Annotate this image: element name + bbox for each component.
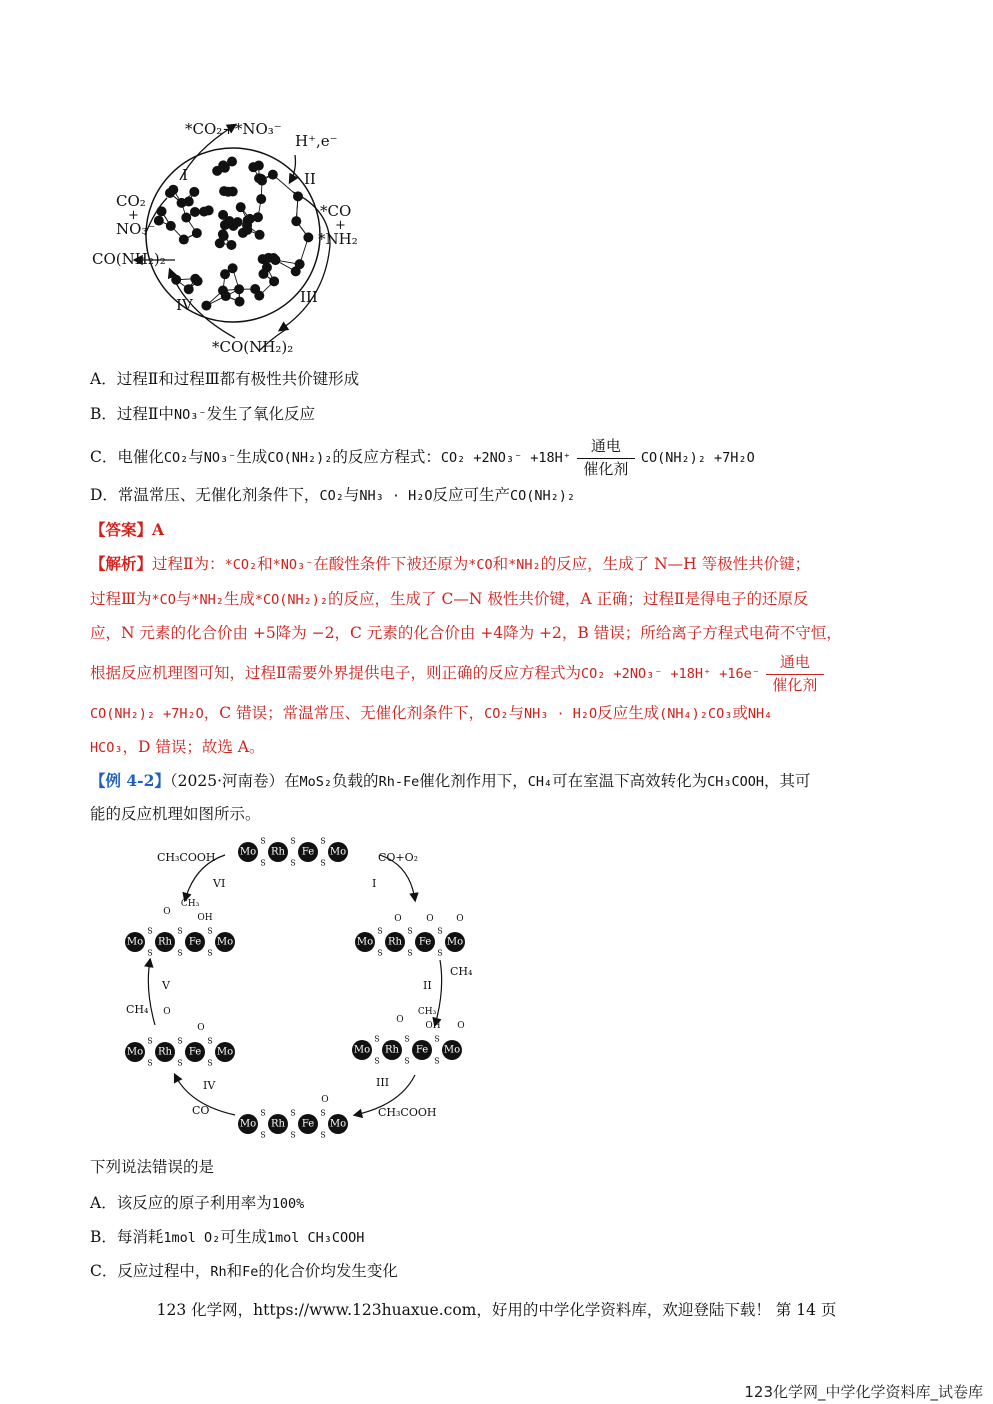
unit-left-1-atom-label: Fe <box>188 936 202 948</box>
example-l1-c: 负载的 <box>332 772 379 790</box>
analysis-l6-b: ，D 错误；故选 A。 <box>122 738 265 756</box>
example-l1-i: ，其可 <box>764 772 811 790</box>
answer-line <box>90 519 164 541</box>
unit-bottom-atom-label: Rh <box>271 1118 285 1130</box>
unit-left-2-s-label: S <box>207 1036 213 1046</box>
unit-top-s-label: S <box>320 836 326 846</box>
analysis-l1-d: *NO₃⁻ <box>272 557 314 573</box>
network-node <box>242 225 252 235</box>
network-node <box>189 187 199 197</box>
unit-left-2-atom-label: Mo <box>216 1046 234 1058</box>
unit-left-2-atom-label: Mo <box>126 1046 144 1058</box>
q1-option-a <box>90 368 359 390</box>
example-l1-h: CH₃COOH <box>707 774 765 790</box>
o-label: O <box>321 1095 329 1105</box>
fig1-plus-left: + <box>128 208 139 223</box>
network-node <box>192 228 202 238</box>
network-node <box>226 240 236 250</box>
fig2-ch4-left: CH₄ <box>126 1003 149 1016</box>
unit-bottom-s-label: S <box>320 1108 326 1118</box>
unit-left-2-s-label: S <box>177 1058 183 1068</box>
unit-top-atom-label: Mo <box>239 846 257 858</box>
analysis-l1-b: *CO₂ <box>224 557 258 573</box>
q2-c-b: Fe <box>242 1264 259 1280</box>
analysis-label: 【解析】 <box>90 554 153 573</box>
q2-b-pre: B．每消耗 <box>90 1228 164 1246</box>
network-node <box>168 185 178 195</box>
q1-c-pre: C．电催化 <box>90 448 164 466</box>
unit-right-2-s-label: S <box>434 1034 440 1044</box>
network-node <box>264 253 274 263</box>
analysis-l2-d: *NH₂ <box>191 592 224 608</box>
network-node <box>234 284 244 294</box>
fig1-top-label: *CO₂+*NO₃⁻ <box>185 120 282 138</box>
unit-top-s-label: S <box>290 836 296 846</box>
unit-top-s-label: S <box>320 858 326 868</box>
analysis-l5-i: NH₄ <box>747 706 773 722</box>
analysis-cond-top: 通电 <box>779 653 810 671</box>
watermark-text: 123化学网_中学化学资料库_试卷库 <box>744 1383 983 1401</box>
analysis-l5-b: ，C 错误；常温常压、无催化剂条件下， <box>203 704 485 722</box>
analysis-l5-g: (NH₄)₂CO₃ <box>659 706 733 722</box>
network-node <box>303 232 313 242</box>
analysis-cond-bot: 催化剂 <box>772 676 818 694</box>
unit-right-1-s-label: S <box>407 926 413 936</box>
q1-c-co2: CO₂ <box>163 450 189 466</box>
analysis-l5-a: CO(NH₂)₂ +7H₂O <box>90 706 204 722</box>
unit-right-2-atom-label: Fe <box>415 1044 429 1056</box>
unit-left-2-s-label: S <box>147 1058 153 1068</box>
example-line-2 <box>90 803 261 825</box>
network-node <box>268 170 278 180</box>
q2-a-val: 100% <box>271 1196 305 1212</box>
q1-c-mid3: 的反应方程式： <box>332 448 441 466</box>
analysis-l5-f: 反应生成 <box>597 704 660 722</box>
unit-right-1-atom-label: Mo <box>356 936 374 948</box>
q1-option-b <box>90 403 315 426</box>
unit-right-2-s-label: S <box>374 1034 380 1044</box>
analysis-line-3 <box>90 622 842 644</box>
unit-bottom-atom-label: Fe <box>301 1118 315 1130</box>
unit-right-2-s-label: S <box>404 1056 410 1066</box>
analysis-line-2 <box>90 588 808 611</box>
analysis-line-1 <box>90 553 810 576</box>
unit-left-1-s-label: S <box>147 948 153 958</box>
fig1-step-3: III <box>300 288 318 306</box>
analysis-condition <box>764 653 826 694</box>
q1-c-mid1: 与 <box>188 448 204 466</box>
unit-right-2-atom-label: Rh <box>385 1044 399 1056</box>
network-node <box>248 162 258 172</box>
unit-left-1-atom-label: Mo <box>126 936 144 948</box>
network-node <box>166 221 176 231</box>
q1-d-co2: CO₂ <box>319 488 344 504</box>
network-node <box>291 266 301 276</box>
o-label: O <box>426 914 434 924</box>
unit-right-1-atom-label: Rh <box>388 936 402 948</box>
q2-option-c <box>90 1260 398 1283</box>
analysis-l6-a: HCO₃ <box>90 740 123 756</box>
analysis-l1-g: 和 <box>492 555 509 573</box>
network-node <box>199 207 209 217</box>
fig2-co-o2: CO+O₂ <box>378 851 419 864</box>
q2-option-a <box>90 1192 304 1215</box>
fig2-ch3cooh-top: CH₃COOH <box>157 851 216 864</box>
fig1-product-urea: CO(NH₂)₂ <box>92 250 166 268</box>
o-label: O <box>163 907 171 917</box>
q1-c-urea: CO(NH₂)₂ <box>267 450 333 466</box>
q2-stem <box>90 1156 214 1178</box>
unit-right-2-atom-label: Mo <box>443 1044 461 1056</box>
network-node <box>218 160 228 170</box>
network-node <box>253 212 263 222</box>
network-node <box>184 284 194 294</box>
network-node <box>256 194 266 204</box>
unit-right-1-s-label: S <box>437 948 443 958</box>
q1-d-mid2: 反应可生产 <box>432 486 511 504</box>
analysis-l2-g: 的反应，生成了 C—N 极性共价键，A 正确；过程Ⅱ是得电子的还原反 <box>328 590 809 608</box>
fig1-h-e-label: H⁺,e⁻ <box>295 132 338 150</box>
q1-c-cond-top: 通电 <box>590 437 621 455</box>
fig2-step-2: II <box>423 979 432 992</box>
q2-c-post: 的化合价均发生变化 <box>258 1262 398 1280</box>
network-node <box>201 301 211 311</box>
q2-option-b <box>90 1226 364 1249</box>
unit-bottom-atom-label: Mo <box>239 1118 257 1130</box>
analysis-l1-c: 和 <box>257 555 273 573</box>
unit-left-1-s-label: S <box>207 926 213 936</box>
fig1-right-nh2: *NH₂ <box>318 230 358 248</box>
fig1-step-2: II <box>304 170 316 188</box>
fig1-reactant-co2: CO₂ <box>116 192 146 210</box>
unit-bottom-s-label: S <box>260 1108 266 1118</box>
example-l1-d: Rh-Fe <box>378 774 420 790</box>
network-node <box>218 210 228 220</box>
example-l1-g: 可在室温下高效转化为 <box>552 772 708 790</box>
ch3-label: CH₃ <box>180 899 200 909</box>
analysis-l2-b: *CO <box>151 592 176 608</box>
fig2-ch4-right: CH₄ <box>450 965 473 978</box>
fig1-step-1: I <box>182 166 188 184</box>
q2-c-a: Rh <box>210 1264 227 1280</box>
fig2-step-6: VI <box>213 877 226 890</box>
network-node <box>269 276 279 286</box>
unit-right-2-s-label: S <box>374 1056 380 1066</box>
analysis-l2-c: 与 <box>175 590 192 608</box>
unit-left-2-s-label: S <box>207 1058 213 1068</box>
ch3-label: CH₃ <box>417 1007 437 1017</box>
network-node <box>179 235 189 245</box>
example-l1-e: 催化剂作用下， <box>419 772 528 790</box>
network-node <box>218 229 228 239</box>
unit-left-1-s-label: S <box>147 926 153 936</box>
q1-b-post: 发生了氧化反应 <box>206 405 315 423</box>
answer-label: 【答案】 <box>90 520 153 539</box>
o-label: O <box>163 1007 171 1017</box>
network-node <box>227 157 237 167</box>
network-node <box>221 291 231 301</box>
unit-right-1-atom-label: Mo <box>446 936 464 948</box>
q2-a-pre: A．该反应的原子利用率为 <box>90 1194 272 1212</box>
q2-c-pre: C．反应过程中， <box>90 1262 211 1280</box>
fig2-ch3cooh-bottom: CH₃COOH <box>378 1106 437 1119</box>
q2-b-b: 1mol CH₃COOH <box>266 1230 365 1246</box>
example-line-1 <box>90 770 811 793</box>
fig1-bottom-label: *CO(NH₂)₂ <box>212 338 294 356</box>
network-node <box>235 297 245 307</box>
example-l1-a: （2025·河南卷）在 <box>169 772 300 790</box>
unit-top-atom-label: Fe <box>301 846 315 858</box>
analysis-l1-f: *CO <box>468 557 493 573</box>
network-node <box>262 262 272 272</box>
q1-c-eq-left: CO₂ +2NO₃⁻ +18H⁺ <box>440 450 571 466</box>
example-l1-b: MoS₂ <box>299 774 333 790</box>
analysis-l5-c: CO₂ <box>484 706 509 722</box>
q2-b-mid: 可生成 <box>220 1228 267 1246</box>
example-l2: 能的反应机理如图所示。 <box>90 805 261 823</box>
q1-d-urea: CO(NH₂)₂ <box>510 488 576 504</box>
unit-left-1-s-label: S <box>177 926 183 936</box>
example-label: 【例 4-2】 <box>90 771 170 790</box>
unit-left-1-s-label: S <box>177 948 183 958</box>
q1-d-pre: D．常温常压、无催化剂条件下， <box>90 486 320 504</box>
analysis-line-6 <box>90 736 265 759</box>
fig1-right-co: *CO <box>320 202 352 220</box>
network-node <box>250 284 260 294</box>
unit-left-1-atom-label: Rh <box>158 936 172 948</box>
example-l1-f: CH₄ <box>527 774 553 790</box>
analysis-l4-eq: CO₂ +2NO₃⁻ +18H⁺ +16e⁻ <box>581 666 760 682</box>
fig2-co-bottom: CO <box>192 1104 210 1117</box>
o-label: O <box>457 1021 465 1031</box>
unit-top-s-label: S <box>290 858 296 868</box>
network-node <box>181 213 191 223</box>
q1-c-cond-bot: 催化剂 <box>583 460 629 478</box>
analysis-l4-a: 根据反应机理图可知，过程Ⅱ需要外界提供电子，则正确的反应方程式为 <box>90 664 582 682</box>
unit-left-1-atom-label: Mo <box>216 936 234 948</box>
network-node <box>190 274 200 284</box>
analysis-l2-a: 过程Ⅲ为 <box>90 590 152 608</box>
q2-c-mid: 和 <box>226 1262 243 1280</box>
analysis-l3: 应，N 元素的化合价由 +5降为 −2，C 元素的化合价由 +4降为 +2，B 错误；所给离子方程式电荷不守恒， <box>90 624 842 642</box>
unit-left-2-s-label: S <box>177 1036 183 1046</box>
q1-c-mid2: 生成 <box>236 448 268 466</box>
q1-c-eq-right: CO(NH₂)₂ +7H₂O <box>640 450 755 466</box>
q1-c-condition <box>575 437 637 478</box>
fig1-plus-right: + <box>335 218 346 233</box>
q1-c-no3: NO₃⁻ <box>203 450 237 466</box>
unit-left-2-atom-label: Fe <box>188 1046 202 1058</box>
analysis-l1-e: 在酸性条件下被还原为 <box>313 555 469 573</box>
unit-bottom-atom-label: Mo <box>329 1118 347 1130</box>
unit-right-2-s-label: S <box>404 1034 410 1044</box>
o-label: O <box>197 1023 205 1033</box>
analysis-l2-f: *CO(NH₂)₂ <box>254 592 329 608</box>
network-node <box>157 206 167 216</box>
unit-top-atom-label: Rh <box>271 846 285 858</box>
unit-left-2-s-label: S <box>147 1036 153 1046</box>
unit-right-1-s-label: S <box>377 948 383 958</box>
page-footer: 123 化学网，https://www.123huaxue.com，好用的中学化学资料库，欢迎登陆下载！ 第 14 页 <box>156 1301 837 1319</box>
q1-option-c <box>90 437 755 478</box>
fig2-step-1: I <box>372 877 377 890</box>
analysis-l5-d: 与 <box>508 704 524 722</box>
analysis-l1-h: *NH₂ <box>508 557 541 573</box>
unit-bottom-s-label: S <box>290 1130 296 1140</box>
unit-right-1-atom-label: Fe <box>418 936 432 948</box>
analysis-l5-h: 或 <box>732 704 748 722</box>
o-label: O <box>396 1015 404 1025</box>
unit-left-2-atom-label: Rh <box>158 1046 172 1058</box>
fig2-step-4: IV <box>203 1079 216 1092</box>
network-node <box>223 187 233 197</box>
analysis-line-4 <box>90 653 830 694</box>
q1-b-ion: NO₃⁻ <box>173 407 207 423</box>
q1-option-a-text: A．过程Ⅱ和过程Ⅲ都有极性共价键形成 <box>90 370 360 388</box>
network-node <box>190 207 200 217</box>
q1-option-d <box>90 484 575 507</box>
q2-stem-text: 下列说法错误的是 <box>90 1158 215 1176</box>
unit-bottom-s-label: S <box>260 1130 266 1140</box>
fig2-step-5: V <box>162 979 170 992</box>
network-node <box>228 263 238 273</box>
unit-right-2-atom-label: Mo <box>353 1044 371 1056</box>
unit-bottom-s-label: S <box>320 1130 326 1140</box>
unit-bottom-s-label: S <box>290 1108 296 1118</box>
q2-b-a: 1mol O₂ <box>163 1230 221 1246</box>
analysis-l2-e: 生成 <box>223 590 255 608</box>
unit-right-1-s-label: S <box>407 948 413 958</box>
network-node <box>291 216 301 226</box>
unit-left-1-s-label: S <box>207 948 213 958</box>
analysis-line-5 <box>90 702 772 725</box>
fig1-step-4: IV <box>176 296 193 314</box>
q1-d-nh3: NH₃ · H₂O <box>359 488 433 504</box>
answer-value: A <box>152 520 165 539</box>
fig1-reactant-no3: NO₃⁻ <box>116 220 156 238</box>
network-node <box>236 202 246 212</box>
analysis-l5-e: NH₃ · H₂O <box>524 706 598 722</box>
network-node <box>177 198 187 208</box>
unit-right-2-s-label: S <box>434 1056 440 1066</box>
o-label: O <box>456 914 464 924</box>
q1-d-mid: 与 <box>343 486 360 504</box>
unit-top-s-label: S <box>260 858 266 868</box>
o-label: O <box>394 914 402 924</box>
network-node <box>255 230 265 240</box>
oh-label: OH <box>425 1021 441 1031</box>
unit-top-atom-label: Mo <box>329 846 347 858</box>
unit-top-s-label: S <box>260 836 266 846</box>
analysis-l1-a: 过程Ⅱ为： <box>152 555 225 573</box>
q1-b-pre: B．过程Ⅱ中 <box>90 405 174 423</box>
analysis-l1-i: 的反应，生成了 N—H 等极性共价键； <box>540 555 811 573</box>
unit-right-1-s-label: S <box>437 926 443 936</box>
fig2-step-3: III <box>376 1076 390 1089</box>
unit-right-1-s-label: S <box>377 926 383 936</box>
network-node <box>257 176 267 186</box>
network-node <box>228 221 238 231</box>
oh-label: OH <box>197 913 213 923</box>
network-node <box>215 238 225 248</box>
